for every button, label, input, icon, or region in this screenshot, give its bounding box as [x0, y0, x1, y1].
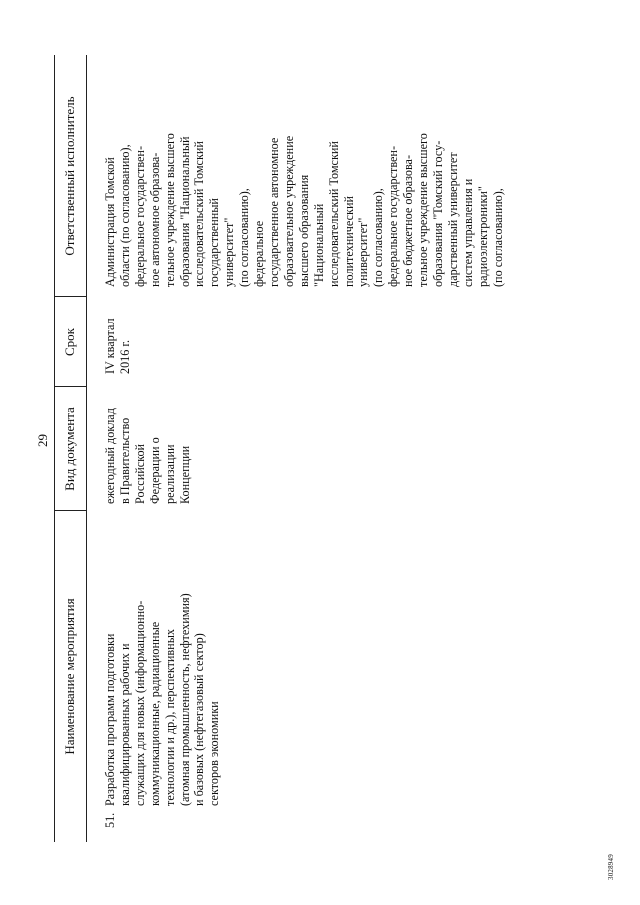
- activity-name-line: технологии и др.), перспективных: [162, 629, 177, 806]
- header-deadline: Срок: [62, 328, 77, 356]
- header-name: Наименование мероприятия: [62, 598, 77, 755]
- document-code: 3028949: [607, 854, 615, 880]
- executor-line: политехнический: [341, 196, 356, 287]
- executor-line: тельное учреждение высшего: [162, 133, 177, 287]
- activity-name-line: Разработка программ подготовки: [103, 633, 117, 806]
- executor-line: университет": [356, 217, 371, 287]
- activity-name-line: служащих для новых (информационно-: [132, 600, 147, 806]
- executor-line: (по согласованию),: [237, 188, 252, 287]
- activity-name-line: и базовых (нефтегазовый сектор): [192, 633, 207, 806]
- activity-name-line: секторов экономики: [207, 701, 222, 806]
- executor-line: (по согласованию),: [490, 188, 505, 287]
- row-number: 51.: [103, 812, 117, 828]
- document-type-line: Концепции: [177, 445, 192, 504]
- executor-line: систем управления и: [460, 178, 475, 287]
- document-type-line: ежегодный доклад: [103, 408, 117, 504]
- activities-table: [54, 55, 598, 842]
- document-type: [103, 408, 192, 504]
- executor-line: государственное автономное: [266, 137, 281, 287]
- executor-line: исследовательский Томский: [326, 141, 341, 287]
- activity-name-line: коммуникационные, радиационные: [147, 621, 162, 806]
- executor-line: федеральное государствен-: [132, 145, 147, 287]
- executor-line: образования "Томский госу-: [430, 140, 445, 287]
- executor-line: тельное учреждение высшего: [416, 133, 431, 287]
- document-type-line: в Правительство: [117, 417, 132, 504]
- activity-name-line: квалифицированных рабочих и: [117, 643, 132, 806]
- page-number: 29: [35, 434, 50, 447]
- executor-line: исследовательский Томский: [192, 141, 207, 287]
- executor-line: образовательное учреждение: [281, 135, 296, 287]
- document-type-line: Федерации о: [147, 437, 162, 504]
- executor-line: "Национальный: [311, 203, 326, 287]
- activity-name: [103, 593, 222, 806]
- deadline-line: IV квартал: [103, 318, 117, 374]
- executor-line: ное бюджетное образова-: [401, 154, 416, 287]
- executor-line: образования "Национальный: [177, 136, 192, 287]
- executor-line: федеральное государствен-: [386, 145, 401, 287]
- header-doc-type: Вид документа: [62, 407, 77, 491]
- executor-line: области (по согласованию),: [117, 144, 132, 287]
- header-bottom-rule: [86, 55, 87, 842]
- activity-name-line: (атомная промышленность, нефтехимия): [177, 593, 192, 806]
- executor-line: университет": [222, 217, 237, 287]
- deadline: [103, 318, 133, 374]
- document-type-line: Российской: [132, 443, 147, 504]
- executor-line: (по согласованию),: [371, 188, 386, 287]
- executor-line: радиоэлектроники": [475, 186, 490, 287]
- header-executor: Ответственный исполнитель: [62, 96, 77, 256]
- executor-line: высшего образования: [296, 174, 311, 287]
- executor-line: ное автономное образова-: [147, 152, 162, 287]
- executor-line: дарственный университет: [445, 152, 460, 287]
- executor-line: Администрация Томской: [103, 157, 117, 287]
- responsible-executor: [103, 133, 505, 287]
- executor-line: государственный: [207, 198, 222, 287]
- executor-line: федеральное: [252, 220, 267, 287]
- document-type-line: реализации: [162, 444, 177, 504]
- deadline-line: 2016 г.: [117, 339, 132, 374]
